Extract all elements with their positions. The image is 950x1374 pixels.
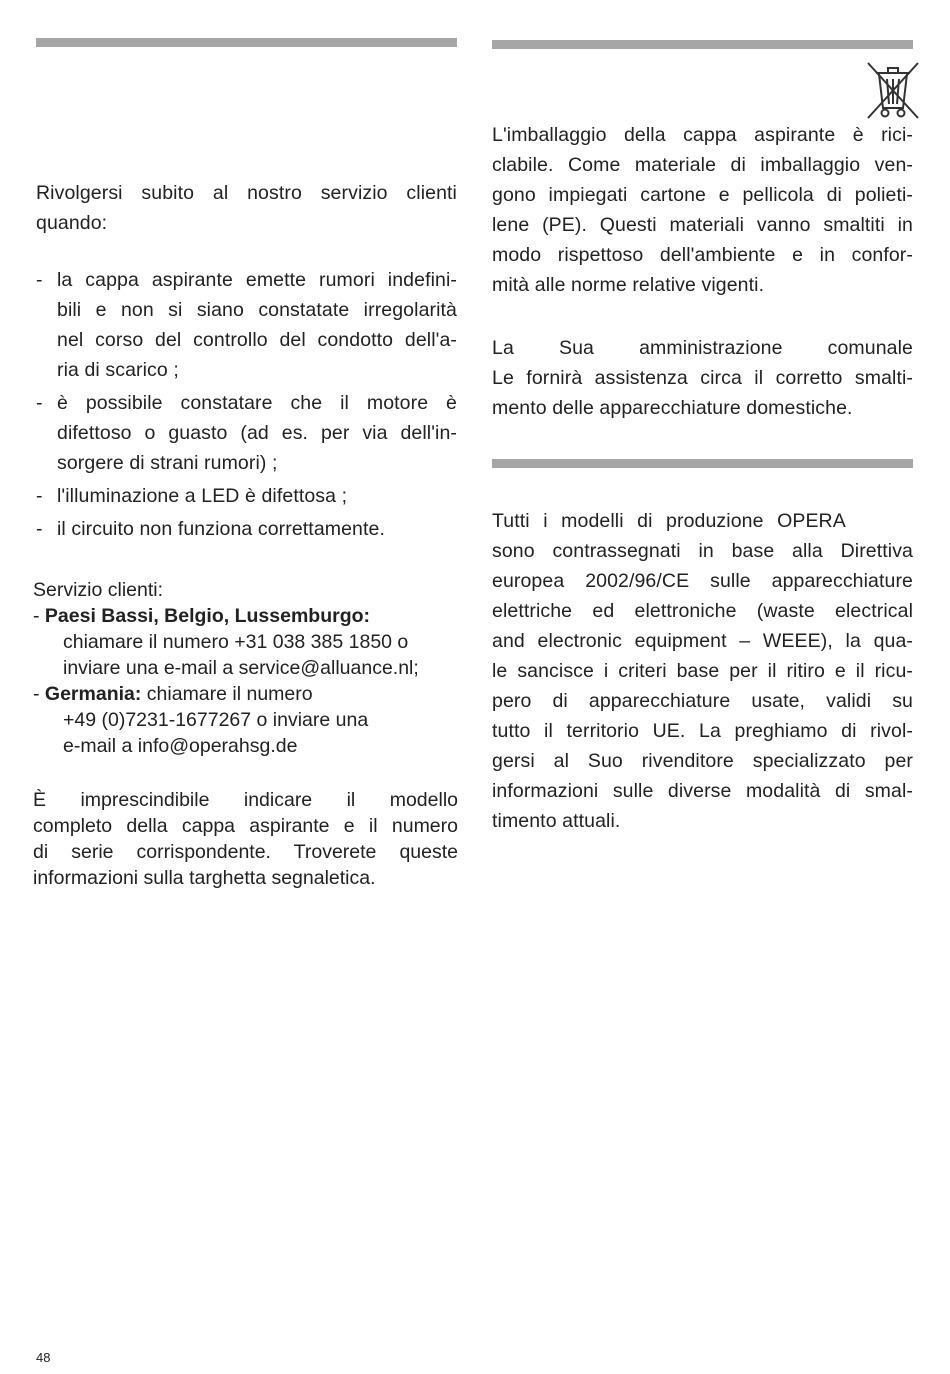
contact-netherlands <box>33 603 458 629</box>
paragraph-line: tutto il territorio UE. La preghiamo di rivol- <box>492 720 913 742</box>
intro-line: quando: <box>36 212 108 234</box>
left-section-rule <box>36 38 457 47</box>
paragraph-line: and electronic equipment – WEEE), la qua- <box>492 630 913 652</box>
list-item-line: l'illuminazione a LED è difettosa ; <box>57 485 348 507</box>
paragraph-line: gersi al Suo rivenditore specializzato per <box>492 750 913 772</box>
contact-germany <box>33 681 458 707</box>
right-section-rule-top <box>492 40 913 49</box>
intro-line: Rivolgersi subito al nostro servizio clienti <box>36 182 457 204</box>
contact-line: inviare una e-mail a service@alluance.nl; <box>63 657 419 679</box>
region-label: Germania: <box>44 683 142 705</box>
list-item-line: la cappa aspirante emette rumori indefini- <box>57 269 457 291</box>
list-item-line: bili e non si siano constatate irregolarità <box>57 299 457 321</box>
paragraph-line: sono contrassegnati in base alla Direttiva <box>492 540 913 562</box>
list-item-line: il circuito non funziona correttamente. <box>57 518 385 540</box>
bullet-marker: - <box>36 485 43 507</box>
paragraph-line: mità alle norme relative vigenti. <box>492 274 765 296</box>
bullet-marker: - <box>36 392 43 414</box>
list-item-line: ria di scarico ; <box>57 359 179 381</box>
closing-line: di serie corrispondente. Troverete queste <box>33 841 458 863</box>
list-item-line: è possibile constatare che il motore è <box>57 392 457 414</box>
service-intro <box>36 178 457 238</box>
paragraph-line: Le fornirà assistenza circa il corretto smalti- <box>492 367 913 389</box>
paragraph-line: elettriche ed elettroniche (waste electrical <box>492 600 913 622</box>
region-label: Paesi Bassi, Belgio, Lussemburgo: <box>44 605 371 627</box>
paragraph-line: clabile. Come materiale di imballaggio ven- <box>492 154 913 176</box>
list-item-line: nel corso del controllo del condotto dell'a- <box>57 329 457 351</box>
bullet-marker: - <box>36 269 43 291</box>
paragraph-line: Tutti i modelli di produzione OPERA <box>492 510 846 532</box>
paragraph-line: pero di apparecchiature usate, validi su <box>492 690 913 712</box>
paragraph-line: L'imballaggio della cappa aspirante è rici- <box>492 124 913 146</box>
list-item <box>36 388 457 478</box>
right-section-rule-middle <box>492 459 913 468</box>
packaging-paragraph <box>492 120 913 300</box>
paragraph-line: informazioni sulle diverse modalità di smal- <box>492 780 913 802</box>
weee-paragraph <box>492 506 913 836</box>
bullet-marker: - <box>36 518 43 540</box>
customer-service-contacts <box>33 577 458 759</box>
paragraph-line: lene (PE). Questi materiali vanno smaltiti in <box>492 214 913 236</box>
paragraph-line: modo rispettoso dell'ambiente e in confor- <box>492 244 913 266</box>
closing-line: completo della cappa aspirante e il numero <box>33 815 458 837</box>
closing-note <box>33 787 458 891</box>
service-title: Servizio clienti: <box>33 579 164 601</box>
municipal-paragraph <box>492 333 913 423</box>
page-number: 48 <box>36 1350 51 1365</box>
list-item-line: sorgere di strani rumori) ; <box>57 452 278 474</box>
contact-line: chiamare il numero +31 038 385 1850 o <box>63 631 409 653</box>
closing-line: È imprescindibile indicare il modello <box>33 789 458 811</box>
crossed-out-wheeled-bin-icon <box>866 60 920 122</box>
contact-line: e-mail a info@operahsg.de <box>63 735 298 757</box>
contact-prefix: - <box>33 683 45 705</box>
paragraph-line: europea 2002/96/CE sulle apparecchiature <box>492 570 913 592</box>
paragraph-line: timento attuali. <box>492 810 621 832</box>
paragraph-line: le sancisce i criteri base per il ritiro e il ricu- <box>492 660 913 682</box>
list-item-line: difettoso o guasto (ad es. per via dell'in- <box>57 422 457 444</box>
paragraph-line: gono impiegati cartone e pellicola di polieti- <box>492 184 913 206</box>
contact-line: +49 (0)7231-1677267 o inviare una <box>63 709 369 731</box>
contact-text: chiamare il numero <box>141 683 313 705</box>
closing-line: informazioni sulla targhetta segnaletica. <box>33 867 376 889</box>
condition-list <box>36 265 457 544</box>
paragraph-line: La Sua amministrazione comunale <box>492 337 913 359</box>
list-item <box>36 265 457 385</box>
list-item <box>36 481 457 511</box>
paragraph-line: mento delle apparecchiature domestiche. <box>492 397 853 419</box>
contact-prefix: - <box>33 605 45 627</box>
list-item <box>36 514 457 544</box>
